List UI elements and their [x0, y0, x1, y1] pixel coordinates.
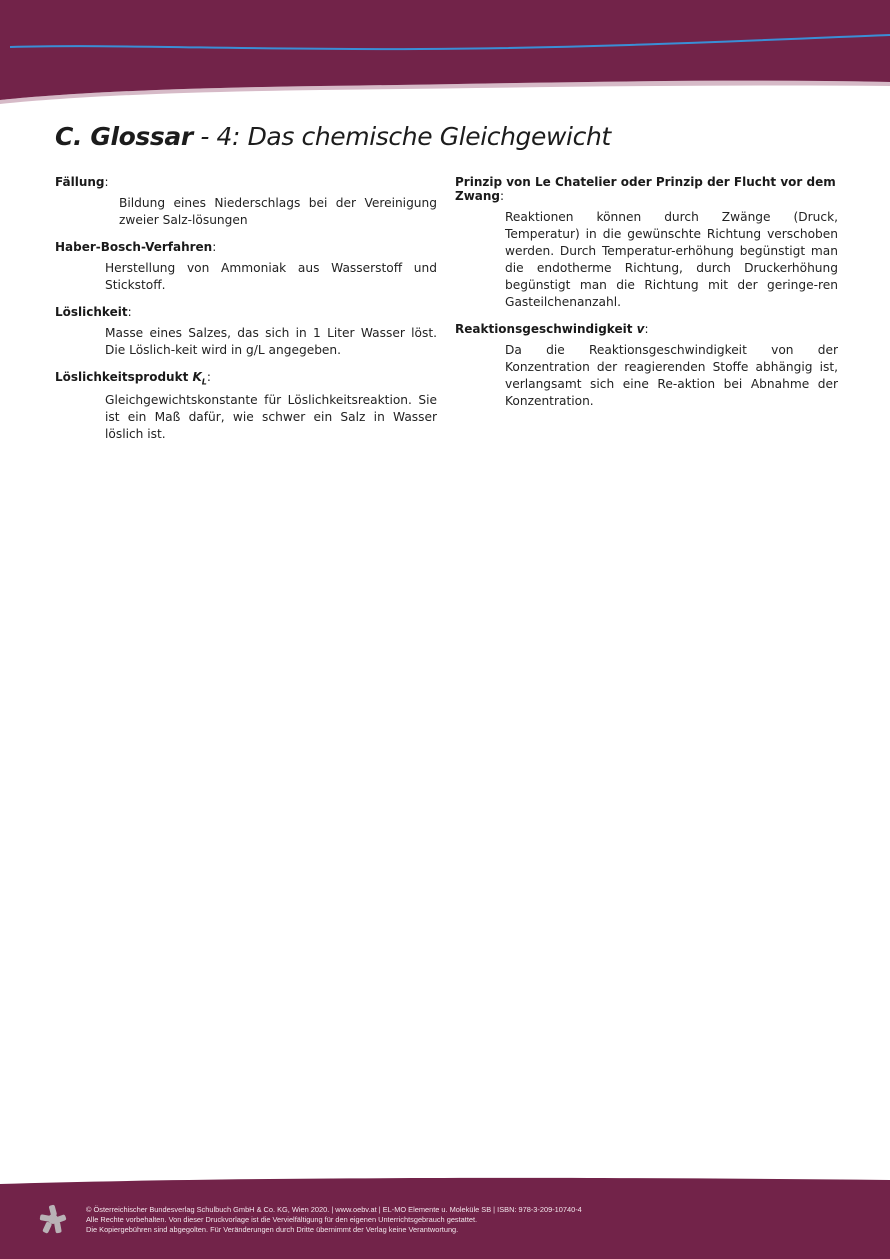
footer-line-1: © Österreichischer Bundesverlag Schulbuch GmbH & Co. KG, Wien 2020. | www.oebv.at | EL-MO Elemente u. Moleküle SB | ISBN: 978-3-209-10740-4: [86, 1205, 582, 1214]
glossary-term: Reaktionsgeschwindigkeit v:: [455, 322, 649, 336]
glossary-term: Löslichkeitsprodukt $K_L$:: [55, 370, 211, 387]
glossary-term: Löslichkeit:: [55, 305, 132, 319]
footer-line-3: Die Kopiergebühren sind abgegolten. Für Veränderungen durch Dritte übernimmt der Verlag keine Verantwortung.: [86, 1225, 459, 1235]
publisher-logo-icon: [38, 1203, 68, 1235]
glossary-right-column: [455, 175, 838, 421]
glossary-definition: Masse eines Salzes, das sich in 1 Liter Wasser löst. Die Löslich-keit wird in g/L angegeben.: [105, 326, 437, 357]
glossary-left-column: [55, 175, 437, 454]
footer-line-2: Alle Rechte vorbehalten. Von dieser Druckvorlage ist die Vervielfältigung für den eigenen Unterrichtsgebrauch gestattet.: [86, 1215, 478, 1225]
glossary-term: Prinzip von Le Chatelier oder Prinzip der Flucht vor dem Zwang:: [455, 175, 836, 203]
glossary-term: Haber-Bosch-Verfahren:: [55, 240, 217, 254]
header-band: [0, 0, 890, 110]
page-title: [55, 122, 611, 151]
title-strong: C. Glossar: [55, 122, 193, 151]
footer-copyright: [86, 1205, 582, 1236]
glossary-term: Fällung:: [55, 175, 109, 189]
glossary-definition: Gleichgewichtskonstante für Löslichkeitsreaktion. Sie ist ein Maß dafür, wie schwer ein Salz in Wasser löslich ist.: [105, 393, 437, 442]
glossary-definition: Reaktionen können durch Zwänge (Druck, Temperatur) in die gewünschte Richtung verschoben werden. Durch Temperatur-erhöhung begünstigt man die endotherme Richtung, durch Druckerhöhung begünstigt man die Richtung mit der geringe-ren Gasteilchenanzahl.: [505, 210, 838, 309]
glossary-definition: Da die Reaktionsgeschwindigkeit von der Konzentration der reagierenden Stoffe abhängig ist, verlangsamt sich eine Re-aktion bei Abnahme der Konzentration.: [505, 343, 838, 408]
glossary-definition: Bildung eines Niederschlags bei der Vereinigung zweier Salz-lösungen: [119, 196, 437, 227]
glossary-definition: Herstellung von Ammoniak aus Wasserstoff und Stickstoff.: [105, 261, 437, 292]
title-rest: - 4: Das chemische Gleichgewicht: [192, 122, 611, 151]
